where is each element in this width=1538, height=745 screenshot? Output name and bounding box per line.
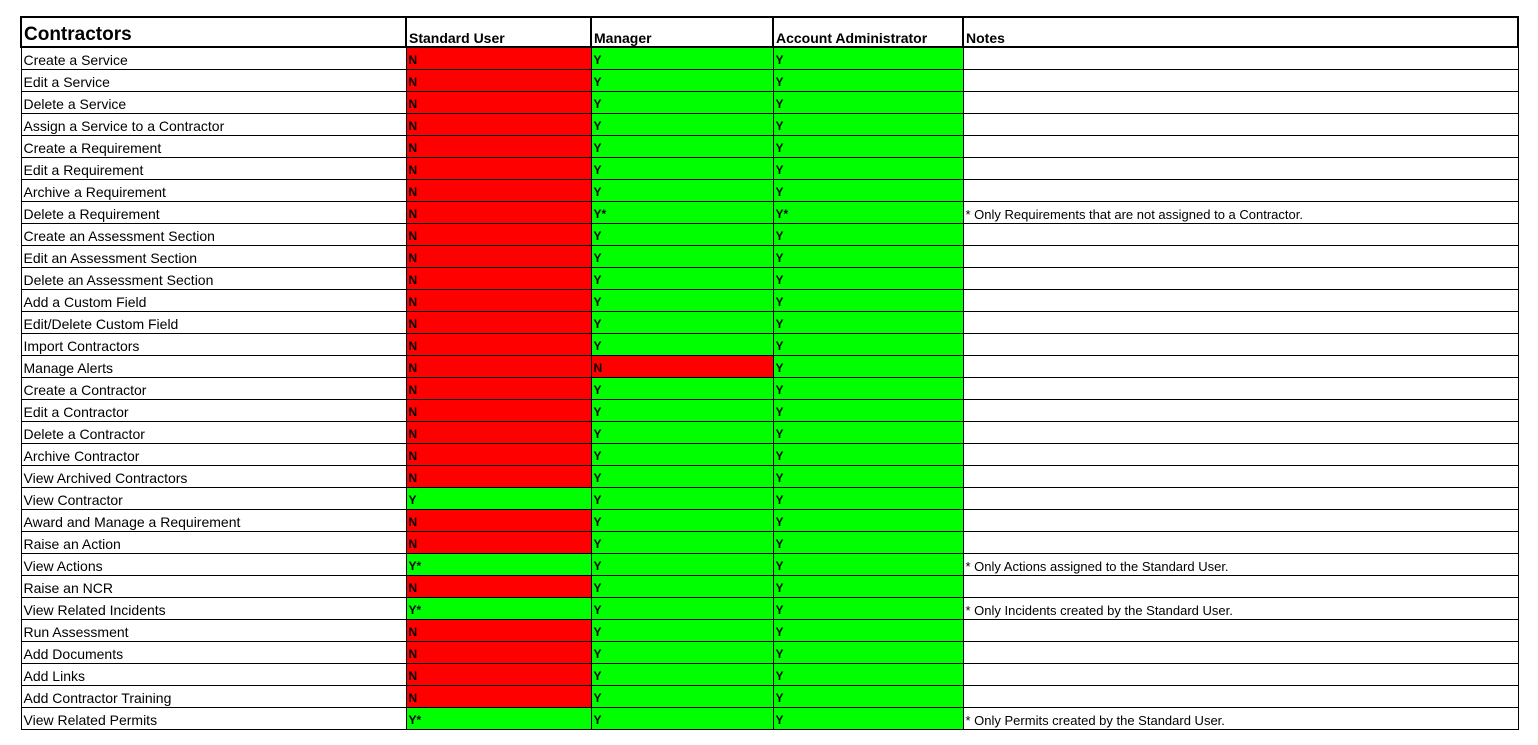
action-cell: Manage Alerts: [21, 356, 406, 378]
header-row: [21, 17, 1518, 47]
table-row: [21, 444, 1518, 466]
account-administrator-permission-cell: Y: [773, 47, 963, 70]
notes-cell: [963, 356, 1518, 378]
action-cell: Add Links: [21, 664, 406, 686]
action-cell: Delete a Requirement: [21, 202, 406, 224]
notes-cell: [963, 444, 1518, 466]
standard-user-permission-cell: N: [406, 444, 591, 466]
account-administrator-permission-cell: Y: [773, 576, 963, 598]
notes-cell: [963, 620, 1518, 642]
table-row: [21, 268, 1518, 290]
standard-user-permission-cell: N: [406, 620, 591, 642]
account-administrator-permission-cell: Y: [773, 378, 963, 400]
manager-permission-cell: Y: [591, 642, 773, 664]
account-administrator-permission-cell: Y: [773, 400, 963, 422]
standard-user-permission-cell: N: [406, 334, 591, 356]
manager-permission-cell: Y: [591, 224, 773, 246]
table-row: [21, 708, 1518, 730]
action-cell: Create a Service: [21, 47, 406, 70]
standard-user-permission-cell: N: [406, 400, 591, 422]
permissions-table: [20, 16, 1519, 730]
standard-user-permission-cell: Y*: [406, 554, 591, 576]
notes-cell: [963, 400, 1518, 422]
action-cell: Add Contractor Training: [21, 686, 406, 708]
account-administrator-permission-cell: Y: [773, 70, 963, 92]
table-row: [21, 400, 1518, 422]
account-administrator-permission-cell: Y: [773, 114, 963, 136]
table-row: [21, 554, 1518, 576]
standard-user-permission-cell: N: [406, 224, 591, 246]
notes-cell: [963, 246, 1518, 268]
action-cell: View Related Incidents: [21, 598, 406, 620]
notes-cell: [963, 686, 1518, 708]
column-header-manager: Manager: [591, 17, 773, 47]
action-cell: Add Documents: [21, 642, 406, 664]
account-administrator-permission-cell: Y: [773, 246, 963, 268]
manager-permission-cell: Y*: [591, 202, 773, 224]
action-cell: Award and Manage a Requirement: [21, 510, 406, 532]
account-administrator-permission-cell: Y: [773, 510, 963, 532]
table-row: [21, 576, 1518, 598]
table-row: [21, 532, 1518, 554]
table-row: [21, 510, 1518, 532]
notes-cell: [963, 576, 1518, 598]
notes-cell: [963, 92, 1518, 114]
standard-user-permission-cell: N: [406, 180, 591, 202]
action-cell: Archive Contractor: [21, 444, 406, 466]
table-header: [21, 17, 1518, 47]
manager-permission-cell: Y: [591, 268, 773, 290]
action-cell: Edit a Service: [21, 70, 406, 92]
standard-user-permission-cell: N: [406, 47, 591, 70]
account-administrator-permission-cell: Y: [773, 598, 963, 620]
standard-user-permission-cell: Y*: [406, 598, 591, 620]
standard-user-permission-cell: Y: [406, 488, 591, 510]
action-cell: Raise an NCR: [21, 576, 406, 598]
action-cell: View Archived Contractors: [21, 466, 406, 488]
notes-cell: * Only Incidents created by the Standard User.: [963, 598, 1518, 620]
table-body: [21, 47, 1518, 730]
manager-permission-cell: Y: [591, 532, 773, 554]
standard-user-permission-cell: N: [406, 70, 591, 92]
table-row: [21, 664, 1518, 686]
manager-permission-cell: Y: [591, 158, 773, 180]
manager-permission-cell: Y: [591, 47, 773, 70]
notes-cell: [963, 312, 1518, 334]
manager-permission-cell: Y: [591, 444, 773, 466]
table-row: [21, 620, 1518, 642]
table-row: [21, 114, 1518, 136]
table-row: [21, 92, 1518, 114]
standard-user-permission-cell: N: [406, 136, 591, 158]
manager-permission-cell: Y: [591, 686, 773, 708]
account-administrator-permission-cell: Y: [773, 356, 963, 378]
account-administrator-permission-cell: Y: [773, 290, 963, 312]
table-row: [21, 466, 1518, 488]
standard-user-permission-cell: N: [406, 532, 591, 554]
notes-cell: [963, 642, 1518, 664]
notes-cell: [963, 180, 1518, 202]
notes-cell: * Only Permits created by the Standard User.: [963, 708, 1518, 730]
table-title: Contractors: [21, 17, 406, 47]
manager-permission-cell: Y: [591, 334, 773, 356]
table-row: [21, 70, 1518, 92]
account-administrator-permission-cell: Y: [773, 532, 963, 554]
account-administrator-permission-cell: Y: [773, 158, 963, 180]
table-row: [21, 312, 1518, 334]
action-cell: Edit/Delete Custom Field: [21, 312, 406, 334]
manager-permission-cell: Y: [591, 510, 773, 532]
account-administrator-permission-cell: Y: [773, 554, 963, 576]
table-row: [21, 422, 1518, 444]
account-administrator-permission-cell: Y: [773, 224, 963, 246]
notes-cell: [963, 334, 1518, 356]
standard-user-permission-cell: N: [406, 422, 591, 444]
table-row: [21, 202, 1518, 224]
table-row: [21, 158, 1518, 180]
table-row: [21, 246, 1518, 268]
standard-user-permission-cell: N: [406, 202, 591, 224]
standard-user-permission-cell: N: [406, 576, 591, 598]
action-cell: Edit an Assessment Section: [21, 246, 406, 268]
manager-permission-cell: Y: [591, 598, 773, 620]
manager-permission-cell: Y: [591, 312, 773, 334]
manager-permission-cell: Y: [591, 466, 773, 488]
account-administrator-permission-cell: Y: [773, 642, 963, 664]
action-cell: Edit a Requirement: [21, 158, 406, 180]
column-header-notes: Notes: [963, 17, 1518, 47]
account-administrator-permission-cell: Y: [773, 422, 963, 444]
standard-user-permission-cell: N: [406, 378, 591, 400]
account-administrator-permission-cell: Y: [773, 180, 963, 202]
action-cell: Create a Contractor: [21, 378, 406, 400]
table-row: [21, 180, 1518, 202]
account-administrator-permission-cell: Y: [773, 444, 963, 466]
account-administrator-permission-cell: Y: [773, 620, 963, 642]
manager-permission-cell: Y: [591, 246, 773, 268]
manager-permission-cell: Y: [591, 620, 773, 642]
table-row: [21, 334, 1518, 356]
manager-permission-cell: Y: [591, 114, 773, 136]
notes-cell: [963, 70, 1518, 92]
account-administrator-permission-cell: Y: [773, 708, 963, 730]
standard-user-permission-cell: Y*: [406, 708, 591, 730]
standard-user-permission-cell: N: [406, 466, 591, 488]
account-administrator-permission-cell: Y: [773, 686, 963, 708]
table-row: [21, 136, 1518, 158]
action-cell: Edit a Contractor: [21, 400, 406, 422]
manager-permission-cell: Y: [591, 576, 773, 598]
column-header-standard-user: Standard User: [406, 17, 591, 47]
action-cell: Archive a Requirement: [21, 180, 406, 202]
notes-cell: [963, 532, 1518, 554]
notes-cell: [963, 466, 1518, 488]
action-cell: Import Contractors: [21, 334, 406, 356]
notes-cell: * Only Actions assigned to the Standard User.: [963, 554, 1518, 576]
account-administrator-permission-cell: Y: [773, 334, 963, 356]
action-cell: View Actions: [21, 554, 406, 576]
table-row: [21, 224, 1518, 246]
manager-permission-cell: Y: [591, 488, 773, 510]
standard-user-permission-cell: N: [406, 642, 591, 664]
notes-cell: [963, 510, 1518, 532]
notes-cell: [963, 422, 1518, 444]
table-row: [21, 290, 1518, 312]
notes-cell: [963, 290, 1518, 312]
table-row: [21, 356, 1518, 378]
action-cell: Delete a Service: [21, 92, 406, 114]
standard-user-permission-cell: N: [406, 510, 591, 532]
account-administrator-permission-cell: Y: [773, 466, 963, 488]
standard-user-permission-cell: N: [406, 664, 591, 686]
table-row: [21, 642, 1518, 664]
manager-permission-cell: Y: [591, 70, 773, 92]
standard-user-permission-cell: N: [406, 290, 591, 312]
action-cell: Create an Assessment Section: [21, 224, 406, 246]
notes-cell: * Only Requirements that are not assigned to a Contractor.: [963, 202, 1518, 224]
manager-permission-cell: Y: [591, 422, 773, 444]
action-cell: Assign a Service to a Contractor: [21, 114, 406, 136]
table-row: [21, 686, 1518, 708]
manager-permission-cell: Y: [591, 136, 773, 158]
account-administrator-permission-cell: Y: [773, 488, 963, 510]
notes-cell: [963, 136, 1518, 158]
notes-cell: [963, 268, 1518, 290]
action-cell: Create a Requirement: [21, 136, 406, 158]
action-cell: Run Assessment: [21, 620, 406, 642]
notes-cell: [963, 224, 1518, 246]
manager-permission-cell: Y: [591, 400, 773, 422]
standard-user-permission-cell: N: [406, 312, 591, 334]
standard-user-permission-cell: N: [406, 268, 591, 290]
table-row: [21, 598, 1518, 620]
manager-permission-cell: Y: [591, 708, 773, 730]
notes-cell: [963, 664, 1518, 686]
account-administrator-permission-cell: Y: [773, 312, 963, 334]
standard-user-permission-cell: N: [406, 92, 591, 114]
action-cell: Delete a Contractor: [21, 422, 406, 444]
manager-permission-cell: Y: [591, 290, 773, 312]
account-administrator-permission-cell: Y: [773, 92, 963, 114]
manager-permission-cell: Y: [591, 378, 773, 400]
manager-permission-cell: Y: [591, 554, 773, 576]
standard-user-permission-cell: N: [406, 356, 591, 378]
action-cell: View Contractor: [21, 488, 406, 510]
notes-cell: [963, 114, 1518, 136]
action-cell: Add a Custom Field: [21, 290, 406, 312]
account-administrator-permission-cell: Y*: [773, 202, 963, 224]
notes-cell: [963, 158, 1518, 180]
standard-user-permission-cell: N: [406, 246, 591, 268]
column-header-account-administrator: Account Administrator: [773, 17, 963, 47]
table-row: [21, 488, 1518, 510]
manager-permission-cell: Y: [591, 92, 773, 114]
notes-cell: [963, 378, 1518, 400]
account-administrator-permission-cell: Y: [773, 268, 963, 290]
table-row: [21, 47, 1518, 70]
manager-permission-cell: Y: [591, 180, 773, 202]
action-cell: Raise an Action: [21, 532, 406, 554]
table-row: [21, 378, 1518, 400]
account-administrator-permission-cell: Y: [773, 136, 963, 158]
standard-user-permission-cell: N: [406, 686, 591, 708]
standard-user-permission-cell: N: [406, 114, 591, 136]
standard-user-permission-cell: N: [406, 158, 591, 180]
notes-cell: [963, 47, 1518, 70]
action-cell: View Related Permits: [21, 708, 406, 730]
manager-permission-cell: Y: [591, 664, 773, 686]
notes-cell: [963, 488, 1518, 510]
manager-permission-cell: N: [591, 356, 773, 378]
account-administrator-permission-cell: Y: [773, 664, 963, 686]
action-cell: Delete an Assessment Section: [21, 268, 406, 290]
